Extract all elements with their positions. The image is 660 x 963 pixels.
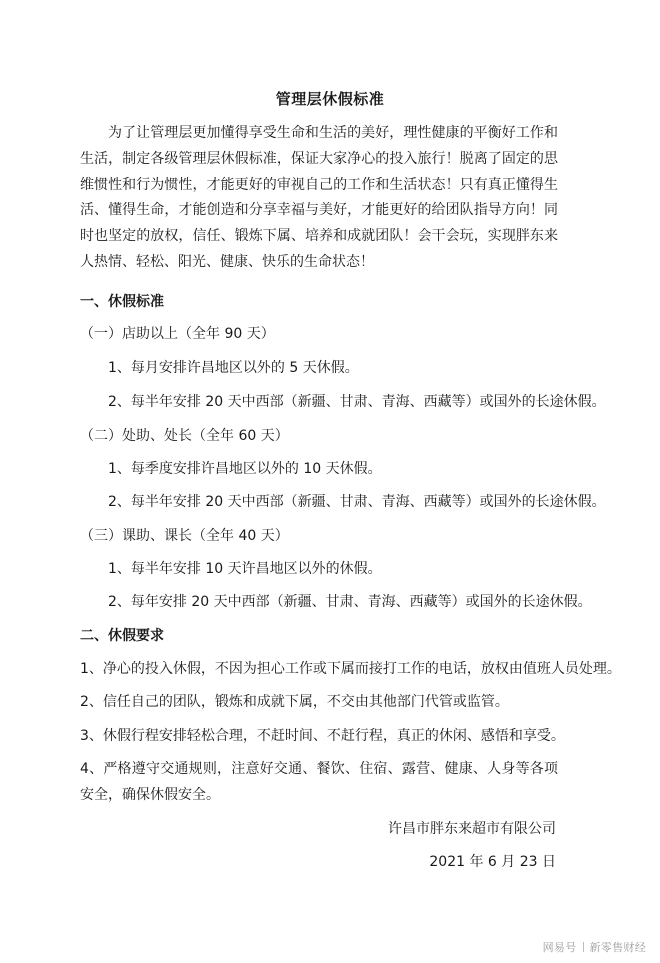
- level-label-department-chief: （三）课助、课长（全年 40 天）: [80, 528, 289, 544]
- watermark: [543, 939, 646, 955]
- company-name: 许昌市胖东来超市有限公司: [388, 821, 556, 837]
- level3-item-2: 2、每年安排 20 天中西部（新疆、甘肃、青海、西藏等）或国外的长途休假。: [108, 594, 592, 610]
- watermark-divider: [583, 942, 584, 952]
- level1-item-2: 2、每半年安排 20 天中西部（新疆、甘肃、青海、西藏等）或国外的长途休假。: [108, 394, 606, 410]
- intro-text: 为了让管理层更加懂得享受生命和生活的美好，理性健康的平衡好工作和生活，制定各级管理层休假标准，保证大家净心的投入旅行！脱离了固定的思维惯性和行为惯性，才能更好的审视自己的工作和生活状态！只有真正懂得生活、懂得生命，才能创造和分享幸福与美好，才能更好的给团队指导方向！同时也坚定的放权，信任、锻炼下属、培养和成就团队！会干会玩，实现胖东来人热情、轻松、阳光、健康、快乐的生命状态！: [80, 125, 558, 270]
- level3-item-1: 1、每半年安排 10 天许昌地区以外的休假。: [108, 561, 382, 577]
- requirement-item-1: 1、净心的投入休假，不因为担心工作或下属而接打工作的电话，放权由值班人员处理。: [80, 661, 621, 677]
- watermark-source: 网易号: [542, 941, 577, 954]
- document-title: 管理层休假标准: [275, 90, 385, 108]
- level2-item-1: 1、每季度安排许昌地区以外的 10 天休假。: [108, 461, 382, 477]
- requirement-item-3: 3、休假行程安排轻松合理，不赶时间、不赶行程，真正的休闲、感悟和享受。: [80, 728, 565, 744]
- intro-paragraph: [80, 121, 558, 276]
- document-date: 2021 年 6 月 23 日: [429, 854, 556, 870]
- section-heading-vacation-standard: 一、休假标准: [80, 294, 164, 310]
- requirement-item-2: 2、信任自己的团队，锻炼和成就下属，不交由其他部门代管或监管。: [80, 694, 509, 710]
- level2-item-2: 2、每半年安排 20 天中西部（新疆、甘肃、青海、西藏等）或国外的长途休假。: [108, 494, 606, 510]
- level1-item-1: 1、每月安排许昌地区以外的 5 天休假。: [108, 360, 359, 376]
- level-label-section-chief: （二）处助、处长（全年 60 天）: [80, 428, 289, 444]
- level-label-store-assistant: （一）店助以上（全年 90 天）: [80, 326, 275, 342]
- requirement-item-4: 4、严格遵守交通规则，注意好交通、餐饮、住宿、露营、健康、人身等各项安全，确保休假安全。: [80, 761, 558, 803]
- watermark-account: 新零售财经: [589, 941, 646, 954]
- section-heading-vacation-requirements: 二、休假要求: [80, 628, 164, 644]
